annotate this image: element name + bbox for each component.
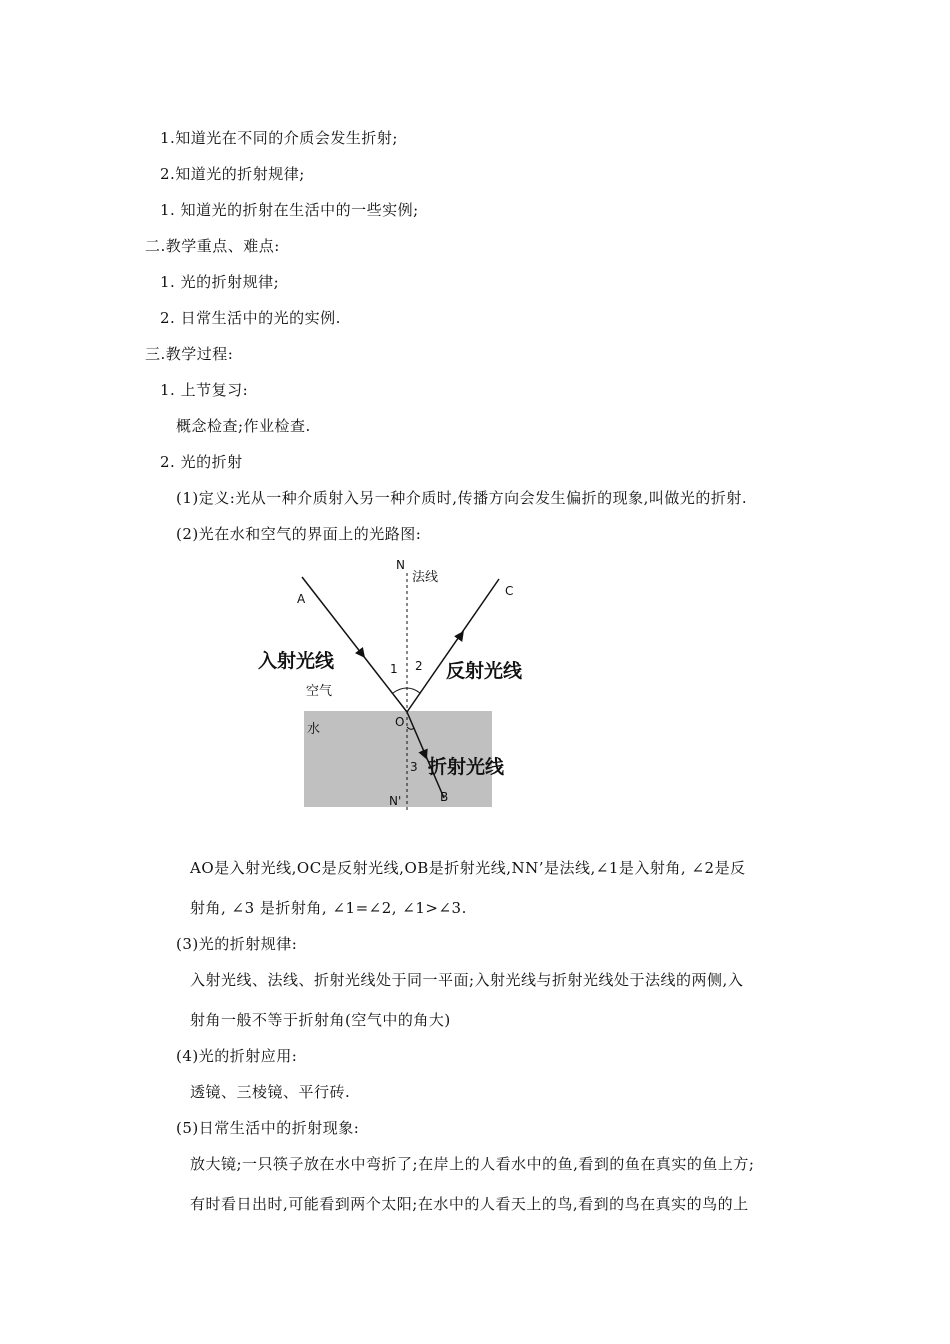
application-title: (4)光的折射应用:	[176, 1047, 298, 1065]
label-water: 水	[307, 722, 321, 737]
objective-3: 1. 知道光的折射在生活中的一些实例;	[160, 201, 419, 219]
label-C: C	[505, 584, 514, 598]
label-air: 空气	[306, 684, 333, 699]
phenomena-line-1: 放大镜;一只筷子放在水中弯折了;在岸上的人看水中的鱼,看到的鱼在真实的鱼上方;	[190, 1155, 755, 1173]
label-B: B	[440, 790, 449, 804]
law-line-1: 入射光线、法线、折射光线处于同一平面;入射光线与折射光线处于法线的两侧,入	[190, 971, 744, 989]
phenomena-title: (5)日常生活中的折射现象:	[176, 1119, 360, 1137]
section-2-item-1: 1. 光的折射规律;	[160, 273, 280, 291]
label-angle-1: 1	[390, 662, 398, 676]
step-2-title: 2. 光的折射	[160, 453, 243, 471]
label-angle-3: 3	[410, 760, 418, 774]
diagram-intro: (2)光在水和空气的界面上的光路图:	[176, 525, 422, 543]
explain-line-2: 射角, ∠3 是折射角, ∠1=∠2, ∠1>∠3.	[190, 899, 467, 917]
refraction-diagram	[250, 555, 560, 815]
step-1-title: 1. 上节复习:	[160, 381, 249, 399]
reflected-ray	[407, 579, 499, 712]
label-N-prime: N'	[389, 794, 402, 808]
step-1-text: 概念检查;作业检查.	[176, 417, 311, 435]
explain-line-1: AO是入射光线,OC是反射光线,OB是折射光线,NN’是法线,∠1是入射角, ∠2是反	[190, 859, 746, 877]
label-angle-2: 2	[415, 659, 423, 673]
application-text: 透镜、三棱镜、平行砖.	[190, 1083, 351, 1101]
objective-1: 1.知道光在不同的介质会发生折射;	[160, 129, 398, 147]
label-normal: 法线	[412, 570, 439, 585]
label-O: O	[395, 715, 405, 729]
label-reflected: 反射光线	[446, 660, 523, 682]
objective-2: 2.知道光的折射规律;	[160, 165, 305, 183]
section-2-item-2: 2. 日常生活中的光的实例.	[160, 309, 341, 327]
label-refracted: 折射光线	[428, 756, 505, 778]
label-N: N	[396, 558, 405, 572]
law-line-2: 射角一般不等于折射角(空气中的角大)	[190, 1011, 451, 1029]
phenomena-line-2: 有时看日出时,可能看到两个太阳;在水中的人看天上的鸟,看到的鸟在真实的鸟的上	[190, 1195, 749, 1213]
section-3-heading: 三.教学过程:	[145, 345, 234, 363]
label-A: A	[297, 592, 306, 606]
section-2-heading: 二.教学重点、难点:	[145, 237, 280, 255]
law-title: (3)光的折射规律:	[176, 935, 298, 953]
label-incident: 入射光线	[258, 650, 335, 672]
definition: (1)定义:光从一种介质射入另一种介质时,传播方向会发生偏折的现象,叫做光的折射.	[176, 489, 748, 507]
